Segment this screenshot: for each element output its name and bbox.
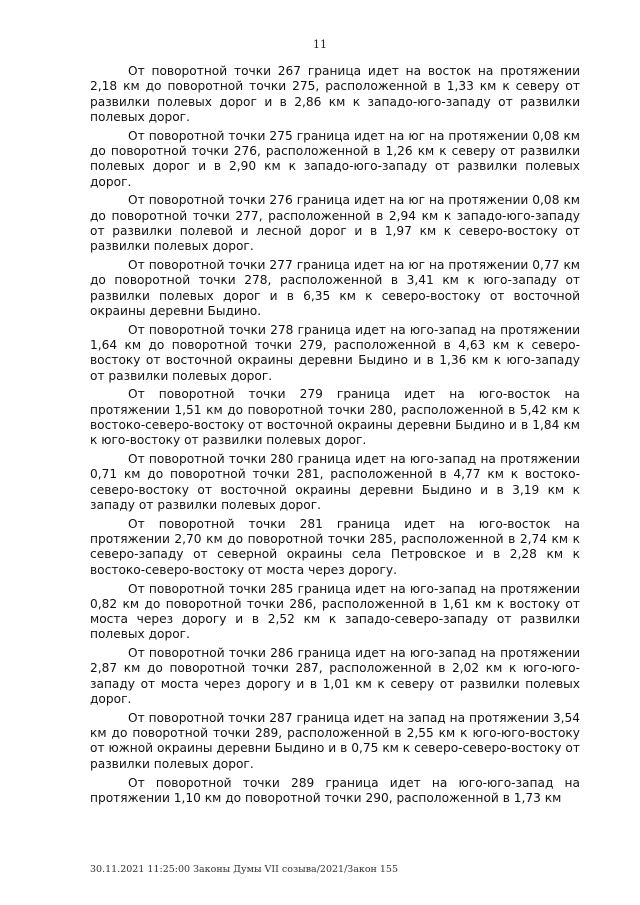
paragraph-10: От поворотной точки 286 граница идет на юго-запад на протяжении 2,87 км до поворотной точки 287, расположенной в 2,02 км к юго-юго-западу от моста через дорогу и в 1,01 км к северу от развилки полевых дорог. bbox=[90, 646, 580, 707]
paragraph-3: От поворотной точки 276 граница идет на юг на протяжении 0,08 км до поворотной точки 277, расположенной в 2,94 км к западо-юго-западу от развилки полевой и лесной дорог и в 1,97 км к северо-востоку от развилки полевых дорог. bbox=[90, 193, 580, 254]
paragraph-2: От поворотной точки 275 граница идет на юг на протяжении 0,08 км до поворотной точки 276, расположенной в 1,26 км к северу от развилки полевых дорог и в 2,90 км к западо-юго-западу от развилки полевых дорог. bbox=[90, 128, 580, 189]
paragraph-12: От поворотной точки 289 граница идет на юго-юго-запад на протяжении 1,10 км до поворотной точки 290, расположенной в 1,73 км bbox=[90, 775, 580, 805]
paragraph-9: От поворотной точки 285 граница идет на юго-запад на протяжении 0,82 км до поворотной точки 286, расположенной в 1,61 км к востоку от моста через дорогу и в 2,52 км к западо-северо-западу от развилки полевых дорог. bbox=[90, 581, 580, 642]
paragraph-5: От поворотной точки 278 граница идет на юго-запад на протяжении 1,64 км до поворотной точки 279, расположенной в 4,63 км к северо-востоку от восточной окраины деревни Быдино и в 1,36 км к юго-западу от развилки полевых дорог. bbox=[90, 322, 580, 383]
paragraph-6: От поворотной точки 279 граница идет на юго-восток на протяжении 1,51 км до поворотной точки 280, расположенной в 5,42 км к востоко-северо-востоку от восточной окраины деревни Быдино и в 1,84 км к юго-востоку от развилки полевых дорог. bbox=[90, 387, 580, 448]
page-footer: 30.11.2021 11:25:00 Законы Думы VII созыва/2021/Закон 155 bbox=[90, 864, 399, 875]
paragraph-7: От поворотной точки 280 граница идет на юго-запад на протяжении 0,71 км до поворотной точки 281, расположенной в 4,77 км к востоко-северо-востоку от восточной окраины деревни Быдино и в 3,19 км к западу от развилки полевых дорог. bbox=[90, 452, 580, 513]
paragraph-8: От поворотной точки 281 граница идет на юго-восток на протяжении 2,70 км до поворотной точки 285, расположенной в 2,74 км к северо-западу от северной окраины села Петровское и в 2,28 км к востоко-северо-востоку от моста через дорогу. bbox=[90, 516, 580, 577]
paragraph-11: От поворотной точки 287 граница идет на запад на протяжении 3,54 км до поворотной точки 289, расположенной в 2,55 км к юго-юго-востоку от южной окраины деревни Быдино и в 0,75 км к северо-северо-востоку от развилки полевых дорог. bbox=[90, 710, 580, 771]
page-number: 11 bbox=[313, 38, 327, 51]
paragraph-1: От поворотной точки 267 граница идет на восток на протяжении 2,18 км до поворотной точки 275, расположенной в 1,33 км к северу от развилки полевых дорог и в 2,86 км к западо-юго-западу от развилки полевых дорог. bbox=[90, 64, 580, 124]
document-body bbox=[90, 64, 580, 810]
paragraph-4: От поворотной точки 277 граница идет на юг на протяжении 0,77 км до поворотной точки 278, расположенной в 3,41 км к юго-западу от развилки полевых дорог и в 6,35 км к северо-востоку от восточной окраины деревни Быдино. bbox=[90, 258, 580, 318]
